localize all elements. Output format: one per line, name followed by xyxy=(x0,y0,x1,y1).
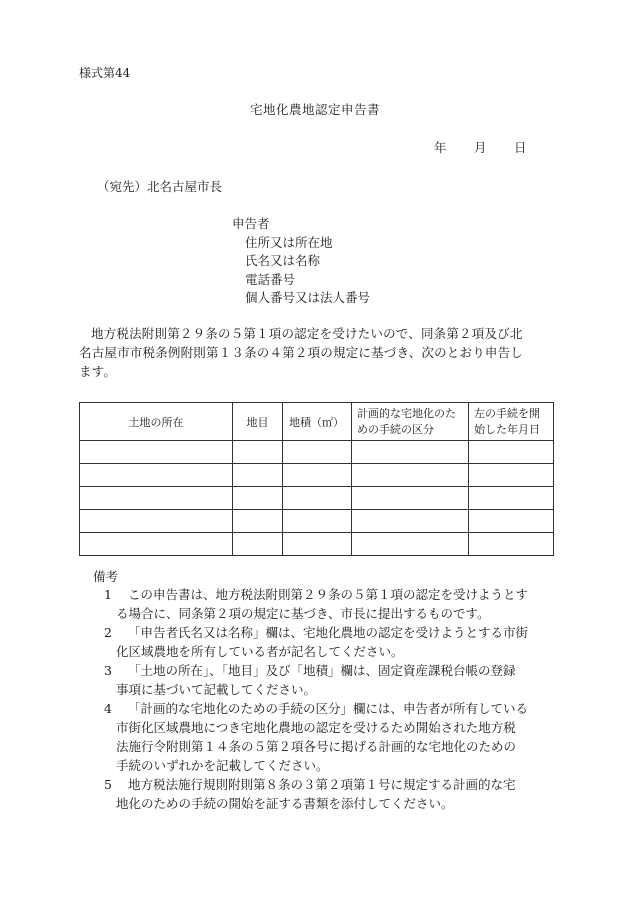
table-row xyxy=(80,464,554,487)
note-line: 「土地の所在」、「地目」及び「地積」欄は、固定資産課税台帳の登録 xyxy=(128,663,516,678)
declaration-line: ます。 xyxy=(79,364,117,379)
note-line: 「申告者氏名又は名称」欄は、宅地化農地の認定を受けようとする市街 xyxy=(128,625,529,640)
cell-procedure[interactable] xyxy=(352,533,469,556)
cell-procedure[interactable] xyxy=(352,510,469,533)
header-procedure-line2: めの手続の区分 xyxy=(357,422,434,436)
declaration-line: 地方税法附則第２９条の５第１項の認定を受けたいので、同条第２項及び北 xyxy=(91,326,523,341)
cell-category[interactable] xyxy=(233,533,283,556)
cell-area[interactable] xyxy=(283,487,352,510)
applicant-heading: 申告者 xyxy=(232,216,270,231)
note-number: 4 xyxy=(104,701,112,716)
table-row xyxy=(80,441,554,464)
date-day-label: 日 xyxy=(514,140,527,155)
cell-category[interactable] xyxy=(233,510,283,533)
header-start-line2: 始した年月日 xyxy=(474,422,540,436)
declaration-line: 名古屋市市税条例附則第１３条の４第２項の規定に基づき、次のとおり申告し xyxy=(79,345,524,360)
note-line: 地化のための手続の開始を証する書類を添付してください。 xyxy=(116,796,454,811)
note-line: 「計画的な宅地化のための手続の区分」欄には、申告者が所有している xyxy=(128,701,529,716)
cell-procedure[interactable] xyxy=(352,487,469,510)
note-line: る場合に、同条第２項の規定に基づき、市長に提出するものです。 xyxy=(116,606,490,621)
table-row xyxy=(80,510,554,533)
header-area: 地積（㎡） xyxy=(283,403,352,441)
header-category: 地目 xyxy=(233,403,283,441)
header-procedure-line1: 計画的な宅地化のた xyxy=(357,406,456,420)
table-row xyxy=(80,487,554,510)
cell-procedure[interactable] xyxy=(352,464,469,487)
note-number: 5 xyxy=(104,777,112,792)
cell-start-date[interactable] xyxy=(469,464,554,487)
applicant-name-label: 氏名又は名称 xyxy=(245,253,321,268)
header-start-line1: 左の手続を開 xyxy=(474,406,540,420)
cell-category[interactable] xyxy=(233,464,283,487)
note-line: この申告書は、地方税法附則第２９条の５第１項の認定を受けようとす xyxy=(128,587,529,602)
cell-start-date[interactable] xyxy=(469,487,554,510)
form-number: 様式第44 xyxy=(79,66,131,80)
cell-area[interactable] xyxy=(283,441,352,464)
cell-location[interactable] xyxy=(80,464,233,487)
land-table xyxy=(79,402,554,556)
applicant-phone-label: 電話番号 xyxy=(245,272,296,287)
note-number: 3 xyxy=(104,663,112,678)
cell-start-date[interactable] xyxy=(469,533,554,556)
declaration-text xyxy=(79,324,555,381)
table-header-row xyxy=(80,403,554,441)
note-line: 市街化区域農地につき宅地化農地の認定を受けるため開始された地方税 xyxy=(116,720,516,735)
note-item-3 xyxy=(104,661,516,699)
date-year-label: 年 xyxy=(434,140,447,155)
recipient: （宛先）北名古屋市長 xyxy=(97,179,223,194)
notes-heading: 備考 xyxy=(93,569,119,584)
cell-category[interactable] xyxy=(233,487,283,510)
cell-area[interactable] xyxy=(283,533,352,556)
note-item-1 xyxy=(104,585,528,623)
cell-start-date[interactable] xyxy=(469,441,554,464)
note-line: 事項に基づいて記載してください。 xyxy=(116,682,317,697)
applicant-address-label: 住所又は所在地 xyxy=(245,235,333,250)
document-title: 宅地化農地認定申告書 xyxy=(249,102,380,117)
note-line: 法施行令附則第１４条の５第２項各号に掲げる計画的な宅地化のための xyxy=(116,739,517,754)
note-line: 地方税法施行規則附則第８条の３第２項第１号に規定する計画的な宅 xyxy=(128,777,516,792)
cell-location[interactable] xyxy=(80,487,233,510)
cell-location[interactable] xyxy=(80,533,233,556)
cell-start-date[interactable] xyxy=(469,510,554,533)
cell-category[interactable] xyxy=(233,441,283,464)
cell-area[interactable] xyxy=(283,464,352,487)
applicant-id-number-label: 個人番号又は法人番号 xyxy=(245,290,371,305)
header-location: 土地の所在 xyxy=(80,403,233,441)
header-procedure xyxy=(352,403,469,441)
note-line: 手続のいずれかを記載してください。 xyxy=(116,758,329,773)
note-number: 1 xyxy=(104,587,112,602)
date-month-label: 月 xyxy=(474,140,487,155)
cell-procedure[interactable] xyxy=(352,441,469,464)
note-item-2 xyxy=(104,623,528,661)
note-item-5 xyxy=(104,775,516,813)
note-line: 化区域農地を所有している者が記名してください。 xyxy=(116,644,404,659)
cell-area[interactable] xyxy=(283,510,352,533)
table-row xyxy=(80,533,554,556)
note-number: 2 xyxy=(104,625,112,640)
cell-location[interactable] xyxy=(80,510,233,533)
cell-location[interactable] xyxy=(80,441,233,464)
header-start-date xyxy=(469,403,554,441)
note-item-4 xyxy=(104,699,528,775)
